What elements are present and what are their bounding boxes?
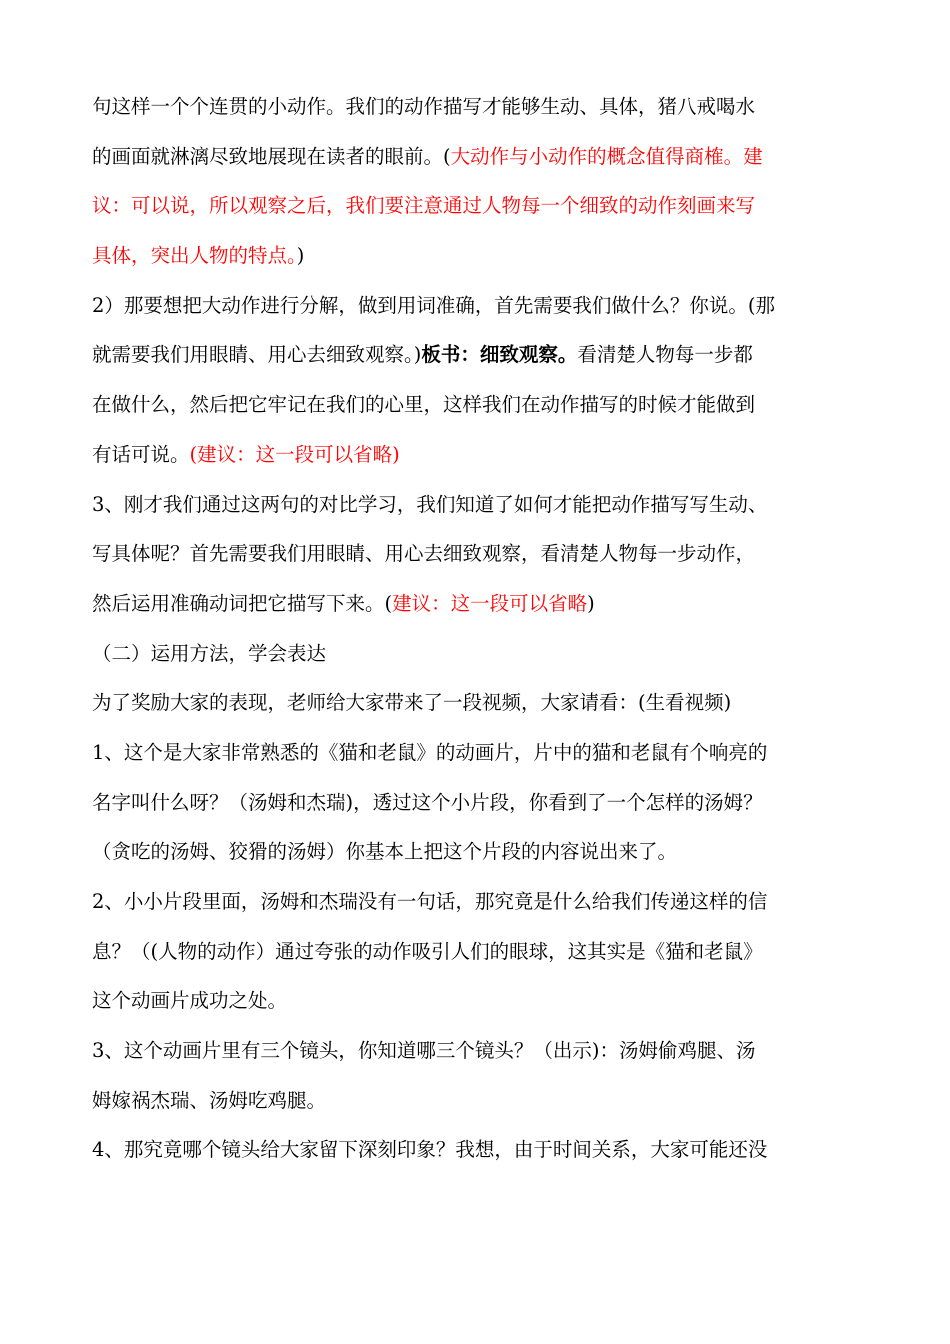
text-line-8 [92,430,867,480]
text-segment: ) [296,244,305,268]
text-segment: 这个动画片成功之处。 [92,989,288,1013]
text-segment: （二）运用方法，学会表达 [92,641,327,665]
blackboard-note: 板书：细致观察。 [421,343,578,367]
text-line-14 [92,728,867,778]
text-segment: 3、这个动画片里有三个镜头，你知道哪三个镜头？（出示)：汤姆偷鸡腿、汤 [92,1039,756,1063]
text-segment: ) [587,591,595,615]
text-line-2 [92,132,867,182]
text-line-11 [92,579,867,629]
text-line-15 [92,778,867,828]
text-segment: 2、小小片段里面，汤姆和杰瑞没有一句话，那究竟是什么给我们传递这样的信 [92,890,768,913]
text-segment: 息？（(人物的动作）通过夸张的动作吸引人们的眼球，这其实是《猫和老鼠》 [92,939,763,963]
text-segment: 1、这个是大家非常熟悉的《猫和老鼠》的动画片，片中的猫和老鼠有个响亮的 [92,740,768,764]
text-segment: 姆嫁祸杰瑞、汤姆吃鸡腿。 [92,1088,327,1112]
text-line-7 [92,380,867,430]
text-line-16 [92,827,867,877]
text-segment: 看清楚人物每一步都 [577,343,753,367]
text-line-5 [92,281,867,331]
teacher-comment: 大动作与小动作的概念值得商榷。建 [450,144,763,168]
text-segment: 4、那究竟哪个镜头给大家留下深刻印象？我想，由于时间关系，大家可能还没 [92,1138,768,1162]
text-line-13 [92,678,867,728]
text-line-17 [92,877,867,927]
section-heading [92,629,867,679]
teacher-comment: (建议：这一段可以省略) [189,442,400,466]
text-line-18 [92,927,867,977]
text-line-1 [92,82,867,132]
text-line-21 [92,1076,867,1126]
text-line-19 [92,976,867,1026]
text-line-6 [92,330,867,380]
text-segment: 2）那要想把大动作进行分解，做到用词准确，首先需要我们做什么？你说。(那 [92,293,776,317]
text-segment: 句这样一个个连贯的小动作。我们的动作描写才能够生动、具体，猪八戒喝水 [92,95,756,118]
text-segment: 3、刚才我们通过这两句的对比学习，我们知道了如何才能把动作描写写生动、 [92,492,768,516]
text-segment: 名字叫什么呀？（汤姆和杰瑞)，透过这个小片段，你看到了一个怎样的汤姆？ [92,790,763,814]
text-segment: 然后运用准确动词把它描写下来。( [92,591,393,615]
document-page [92,82,867,1175]
text-line-4 [92,231,867,281]
text-line-22 [92,1125,867,1175]
teacher-comment: 具体，突出人物的特点。 [92,244,297,268]
text-line-3 [92,181,867,231]
text-line-9 [92,480,867,530]
text-segment: 写具体呢？首先需要我们用眼睛、用心去细致观察，看清楚人物每一步动作， [92,542,756,566]
text-segment: 就需要我们用眼睛、用心去细致观察。) [92,343,422,367]
text-segment: （贪吃的汤姆、狡猾的汤姆）你基本上把这个片段的内容说出来了。 [92,840,678,864]
text-segment: 为了奖励大家的表现，老师给大家带来了一段视频，大家请看：(生看视频) [92,691,732,715]
text-segment: 的画面就淋漓尽致地展现在读者的眼前。( [92,144,451,168]
teacher-comment: 议：可以说，所以观察之后，我们要注意通过人物每一个细致的动作刻画来写 [92,194,756,218]
text-segment: 在做什么，然后把它牢记在我们的心里，这样我们在动作描写的时候才能做到 [92,393,756,417]
text-line-20 [92,1026,867,1076]
text-line-10 [92,529,867,579]
teacher-comment: 建议：这一段可以省略 [392,591,588,615]
text-segment: 有话可说。 [92,442,190,466]
